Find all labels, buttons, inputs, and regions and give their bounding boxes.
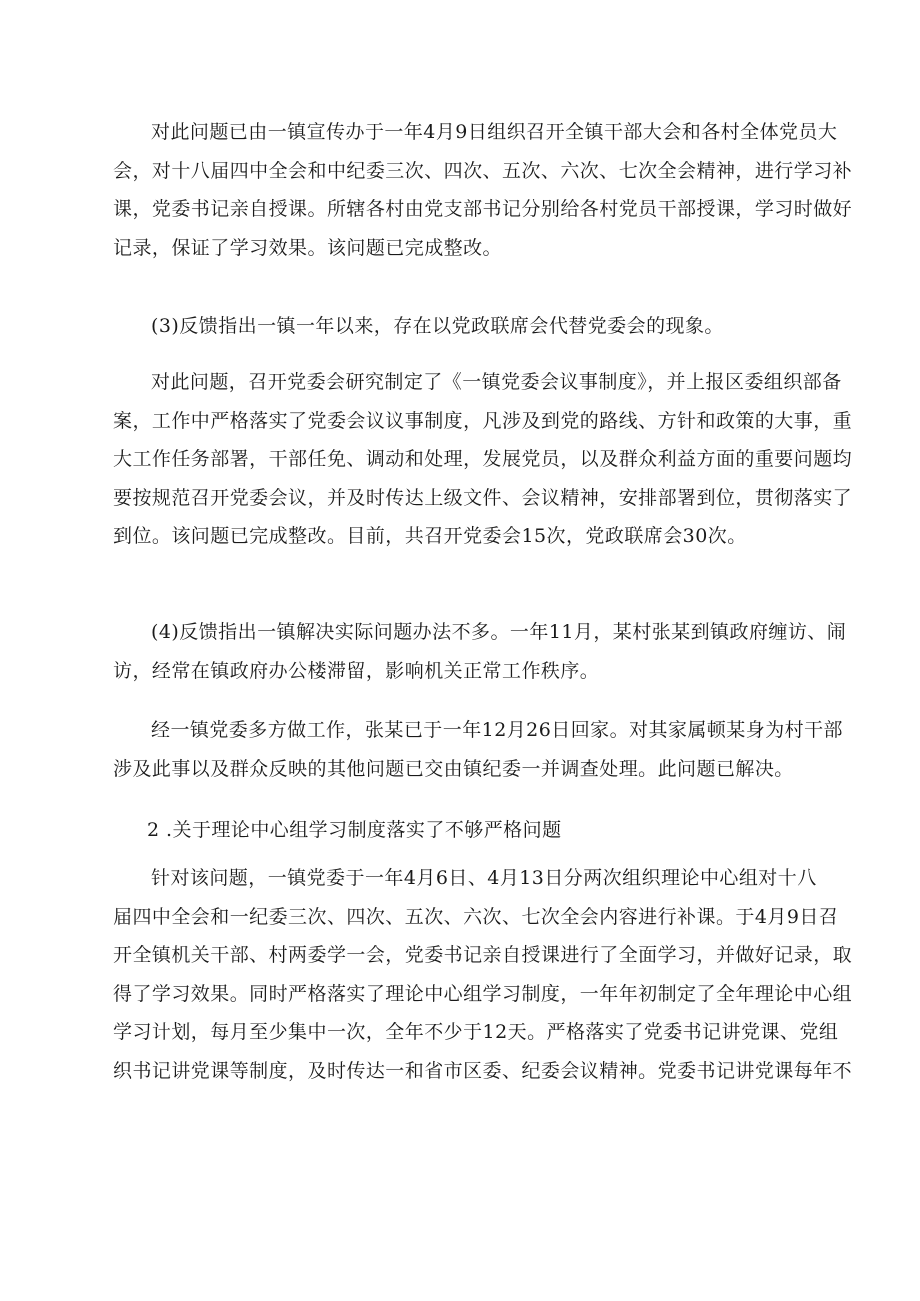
paragraph-line: 大工作任务部署，干部任免、调动和处理，发展党员，以及群众利益方面的重要问题均 (113, 448, 853, 470)
paragraph-line: 织书记讲党课等制度，及时传达一和省市区委、纪委会议精神。党委书记讲党课每年不 (113, 1059, 853, 1082)
paragraph-line: 访，经常在镇政府办公楼滞留，影响机关正常工作秩序。 (113, 659, 600, 682)
paragraph-7 (113, 859, 853, 1090)
paragraph-5 (113, 711, 844, 788)
paragraph-line: 届四中全会和一纪委三次、四次、五次、六次、七次全会内容进行补课。于4月9日召 (113, 905, 839, 928)
paragraph-line: (4)反馈指出一镇解决实际问题办法不多。一年11月，某村张某到镇政府缠访、闹 (151, 621, 847, 643)
paragraph-line: 对此问题，召开党委会研究制定了《一镇党委会议事制度》，并上报区委组织部备 (151, 371, 842, 393)
paragraph-line: 会，对十八届四中全会和中纪委三次、四次、五次、六次、七次全会精神，进行学习补 (113, 159, 853, 182)
paragraph-line: 到位。该问题已完成整改。目前，共召开党委会15次，党政联席会30次。 (113, 525, 747, 547)
paragraph-4-feedback-4 (113, 613, 847, 690)
paragraph-line: 经一镇党委多方做工作，张某已于一年12月26日回家。对其家属顿某身为村干部 (151, 719, 844, 741)
paragraph-line: (3)反馈指出一镇一年以来，存在以党政联席会代替党委会的现象。 (151, 315, 724, 337)
paragraph-line: 对此问题已由一镇宣传办于一年4月9日组织召开全镇干部大会和各村全体党员大 (151, 121, 838, 143)
paragraph-1 (113, 113, 853, 267)
paragraph-line: 涉及此事以及群众反映的其他问题已交由镇纪委一并调查处理。此问题已解决。 (113, 757, 794, 780)
paragraph-line: 学习计划，每月至少集中一次，全年不少于12天。严格落实了党委书记讲党课、党组 (113, 1021, 839, 1043)
heading-text: 2 .关于理论中心组学习制度落实了不够严格问题 (147, 819, 562, 841)
paragraph-line: 要按规范召开党委会议，并及时传达上级文件、会议精神，安排部署到位，贯彻落实了 (113, 486, 853, 509)
paragraph-line: 案，工作中严格落实了党委会议议事制度，凡涉及到党的路线、方针和政策的大事，重 (113, 409, 853, 432)
paragraph-line: 开全镇机关干部、村两委学一会，党委书记亲自授课进行了全面学习，并做好记录，取 (113, 944, 853, 966)
paragraph-line: 记录，保证了学习效果。该问题已完成整改。 (113, 236, 503, 259)
section-heading-2 (147, 811, 562, 850)
paragraph-2-feedback-3 (113, 307, 813, 346)
paragraph-line: 课，党委书记亲自授课。所辖各村由党支部书记分别给各村党员干部授课，学习时做好 (113, 198, 853, 220)
paragraph-line: 得了学习效果。同时严格落实了理论中心组学习制度，一年年初制定了全年理论中心组 (113, 982, 853, 1005)
paragraph-line: 针对该问题，一镇党委于一年4月6日、4月13日分两次组织理论中心组对十八 (151, 867, 817, 889)
paragraph-3 (113, 363, 853, 556)
